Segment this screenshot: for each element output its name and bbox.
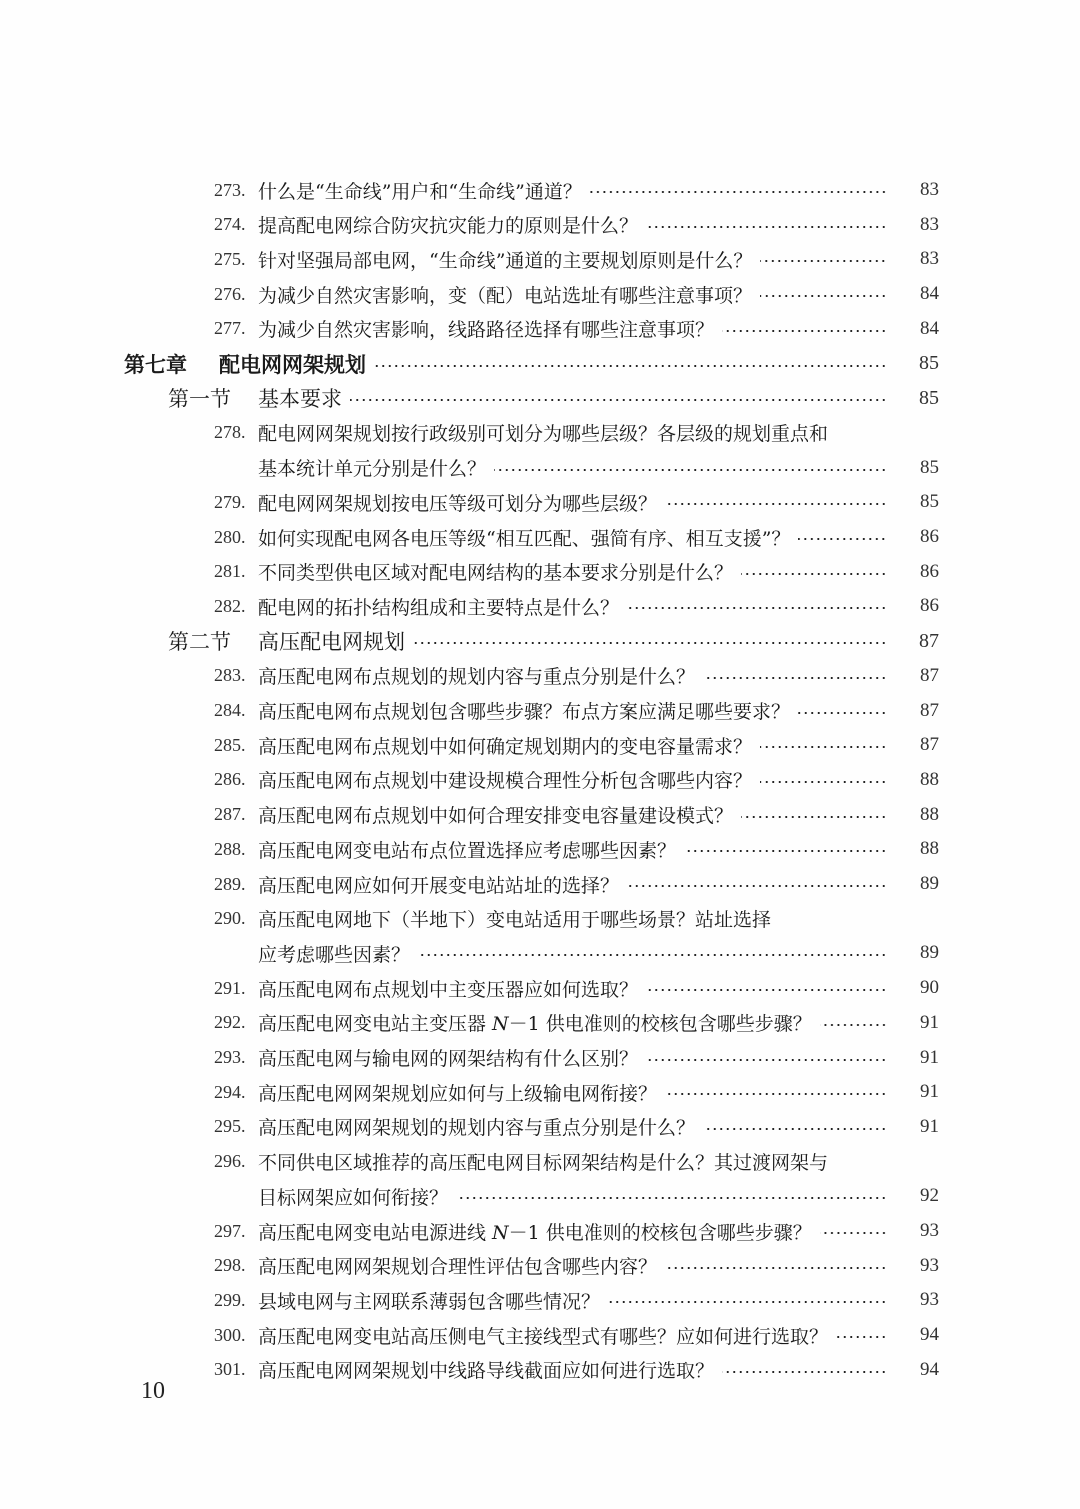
question-number: 281. [214,561,246,582]
question-number: 278. [214,422,246,443]
entry-page-number: 83 [920,248,939,270]
entry-page-number: 88 [920,768,939,790]
leader-dots [722,1371,887,1373]
question-number: 273. [214,179,246,200]
entry-title: 高压配电网网架规划合理性评估包含哪些内容？ [258,1256,658,1279]
entry-title: 高压配电网网架规划中线路导线截面应如何进行选取？ [258,1360,715,1383]
entry-title: 高压配电网变电站布点位置选择应考虑哪些因素？ [258,839,677,862]
entry-page-number: 87 [920,699,939,721]
leader-dots [820,1024,887,1026]
entry-page-number: 83 [920,213,939,235]
entry-page-number: 91 [920,1011,939,1033]
leader-dots [760,260,887,262]
toc-entry [0,452,1080,484]
toc-entry [0,174,1080,206]
entry-page-number: 86 [920,595,939,617]
leader-dots [627,885,887,887]
entry-page-number: 87 [919,629,939,652]
leader-dots [760,746,887,748]
question-number: 299. [214,1289,246,1310]
leader-dots [703,677,887,679]
question-number: 282. [214,595,246,616]
toc-entry [0,1319,1080,1351]
entry-title: 提高配电网综合防灾抗灾能力的原则是什么？ [258,215,639,238]
entry-page-number: 93 [920,1220,939,1241]
question-number: 295. [214,1116,246,1137]
question-number: 301. [214,1359,246,1380]
entry-title: 高压配电网布点规划中主变压器应如何选取？ [258,978,639,1001]
leader-dots [760,295,887,297]
entry-title: 如何实现配电网各电压等级“相互匹配、强简有序、相互支援”？ [258,527,791,550]
toc-entry [0,1180,1080,1212]
question-number: 289. [214,873,246,894]
toc-entry [0,313,1080,345]
leader-dots [418,954,887,956]
question-number: 279. [214,491,246,512]
toc-chapter [0,348,1080,380]
toc-entry [0,521,1080,553]
section-title: 高压配电网规划 [258,630,405,655]
entry-page-number: 85 [920,456,939,478]
entry-page-number: 93 [920,1289,939,1311]
leader-dots [722,330,887,332]
leader-dots [590,191,887,193]
leader-dots [798,538,887,540]
toc-entry [0,937,1080,969]
entry-title: 配电网网架规划按电压等级可划分为哪些层级？ [258,492,658,515]
entry-page-number: 86 [920,526,939,547]
entry-title: 配电网网架规划按行政级别可划分为哪些层级？各层级的规划重点和 [258,423,829,446]
question-number: 298. [214,1255,246,1276]
toc-entry [0,799,1080,831]
toc-entry [0,486,1080,518]
entry-page-number: 87 [920,734,939,756]
question-number: 286. [214,769,246,790]
entry-page-number: 89 [920,942,939,964]
entry-page-number: 90 [920,977,939,999]
entry-page-number: 91 [920,1081,939,1103]
entry-page-number: 88 [920,838,939,860]
leader-dots [646,989,887,991]
toc-entry [0,764,1080,796]
leader-dots [350,399,887,401]
entry-page-number: 94 [920,1324,939,1346]
toc-entry [0,695,1080,727]
entry-title: 不同供电区域推荐的高压配电网目标网架结构是什么？其过渡网架与 [258,1152,829,1175]
leader-dots [646,226,887,228]
entry-page-number: 88 [920,803,939,825]
question-number: 274. [214,214,246,235]
toc-entry [0,660,1080,692]
entry-page-number: 93 [920,1254,939,1276]
leader-dots [646,1059,887,1061]
entry-title: 为减少自然灾害影响，线路路径选择有哪些注意事项？ [258,319,715,342]
section-label: 第二节 [168,630,231,655]
page-number: 10 [141,1378,165,1404]
entry-title: 高压配电网网架规划应如何与上级输电网衔接？ [258,1082,658,1105]
leader-dots [836,1336,887,1338]
leader-dots [665,503,887,505]
entry-title: 高压配电网变电站主变压器 N－1 供电准则的校核包含哪些步骤？ [258,1013,812,1036]
toc-entry [0,729,1080,761]
entry-title: 高压配电网布点规划中如何合理安排变电容量建设模式？ [258,805,734,828]
entry-title: 高压配电网应如何开展变电站站址的选择？ [258,874,620,897]
leader-dots [374,365,887,367]
question-number: 300. [214,1324,246,1345]
entry-title: 不同类型供电区域对配电网结构的基本要求分别是什么？ [258,562,734,585]
question-number: 280. [214,526,246,547]
leader-dots [820,1232,887,1234]
leader-dots [608,1301,887,1303]
entry-title: 高压配电网网架规划的规划内容与重点分别是什么？ [258,1117,696,1140]
toc-entry [0,833,1080,865]
toc-entry [0,1146,1080,1178]
chapter-title: 配电网网架规划 [219,352,366,377]
question-number: 292. [214,1012,246,1033]
entry-page-number: 84 [920,317,939,339]
leader-dots [798,712,887,714]
entry-title: 高压配电网布点规划中如何确定规划期内的变电容量需求？ [258,735,753,758]
question-number: 296. [214,1151,246,1172]
toc-entry [0,868,1080,900]
toc-section [0,382,1080,414]
leader-dots [741,573,887,575]
entry-page-number: 91 [920,1115,939,1137]
leader-dots [703,1128,887,1130]
leader-dots [684,850,887,852]
leader-dots [494,469,887,471]
entry-page-number: 87 [920,664,939,686]
question-number: 290. [214,908,246,929]
entry-title [168,383,342,413]
entry-page-number: 92 [920,1185,939,1207]
question-number: 287. [214,804,246,825]
toc-entry [0,243,1080,275]
entry-title: 配电网的拓扑结构组成和主要特点是什么？ [258,596,620,619]
entry-title [168,626,405,656]
entry-page-number: 85 [919,352,939,374]
entry-title: 高压配电网布点规划的规划内容与重点分别是什么？ [258,666,696,689]
question-number: 276. [214,283,246,304]
entry-title: 为减少自然灾害影响，变（配）电站选址有哪些注意事项？ [258,284,753,307]
toc-section [0,625,1080,657]
toc-entry [0,590,1080,622]
entry-title: 目标网架应如何衔接？ [258,1186,449,1209]
chapter-label: 第七章 [124,352,187,377]
leader-dots [456,1197,887,1199]
toc-entry [0,417,1080,449]
leader-dots [741,816,887,818]
entry-title: 高压配电网布点规划中建设规模合理性分析包含哪些内容？ [258,770,753,793]
toc-entry [0,1284,1080,1316]
leader-dots [760,781,887,783]
section-label: 第一节 [168,387,231,412]
entry-title: 高压配电网变电站电源进线 N－1 供电准则的校核包含哪些步骤？ [258,1221,812,1244]
entry-page-number: 84 [920,283,939,305]
entry-title: 高压配电网布点规划包含哪些步骤？布点方案应满足哪些要求？ [258,701,791,723]
toc-entry [0,1250,1080,1282]
entry-page-number: 89 [920,873,939,894]
toc-entry [0,1042,1080,1074]
entry-title: 县域电网与主网联系薄弱包含哪些情况？ [258,1290,601,1313]
toc-entry [0,209,1080,241]
toc-entry [0,1076,1080,1108]
entry-title: 针对坚强局部电网，“生命线”通道的主要规划原则是什么？ [258,249,753,272]
entry-page-number: 85 [919,386,939,409]
question-number: 294. [214,1081,246,1102]
entry-title: 高压配电网地下（半地下）变电站适用于哪些场景？站址选择 [258,909,772,932]
question-number: 293. [214,1047,246,1067]
leader-dots [627,607,887,609]
question-number: 291. [214,977,246,998]
entry-title: 高压配电网与输电网的网架结构有什么区别？ [258,1048,639,1070]
leader-dots [665,1093,887,1095]
question-number: 288. [214,838,246,859]
entry-title: 基本统计单元分别是什么？ [258,458,487,481]
question-number: 277. [214,318,246,339]
question-number: 284. [214,700,246,720]
question-number: 283. [214,665,246,686]
entry-page-number: 86 [920,560,939,582]
entry-page-number: 85 [920,491,939,513]
entry-title: 高压配电网变电站高压侧电气主接线型式有哪些？应如何进行选取？ [258,1325,829,1348]
toc-entry [0,278,1080,310]
toc-entry [0,903,1080,935]
entry-title: 应考虑哪些因素？ [258,943,411,966]
toc-entry [0,972,1080,1004]
entry-page-number: 83 [920,179,939,200]
question-number: 285. [214,734,246,755]
toc-entry [0,1215,1080,1247]
question-number: 275. [214,248,246,269]
leader-dots [665,1267,887,1269]
toc-entry [0,1111,1080,1143]
entry-page-number: 94 [920,1358,939,1380]
section-title: 基本要求 [258,387,342,412]
entry-title: 什么是“生命线”用户和“生命线”通道？ [258,180,582,203]
entry-page-number: 91 [920,1046,939,1068]
leader-dots [413,642,887,644]
question-number: 297. [214,1220,246,1241]
toc-entry [0,556,1080,588]
toc-entry [0,1007,1080,1039]
entry-title [124,349,366,379]
